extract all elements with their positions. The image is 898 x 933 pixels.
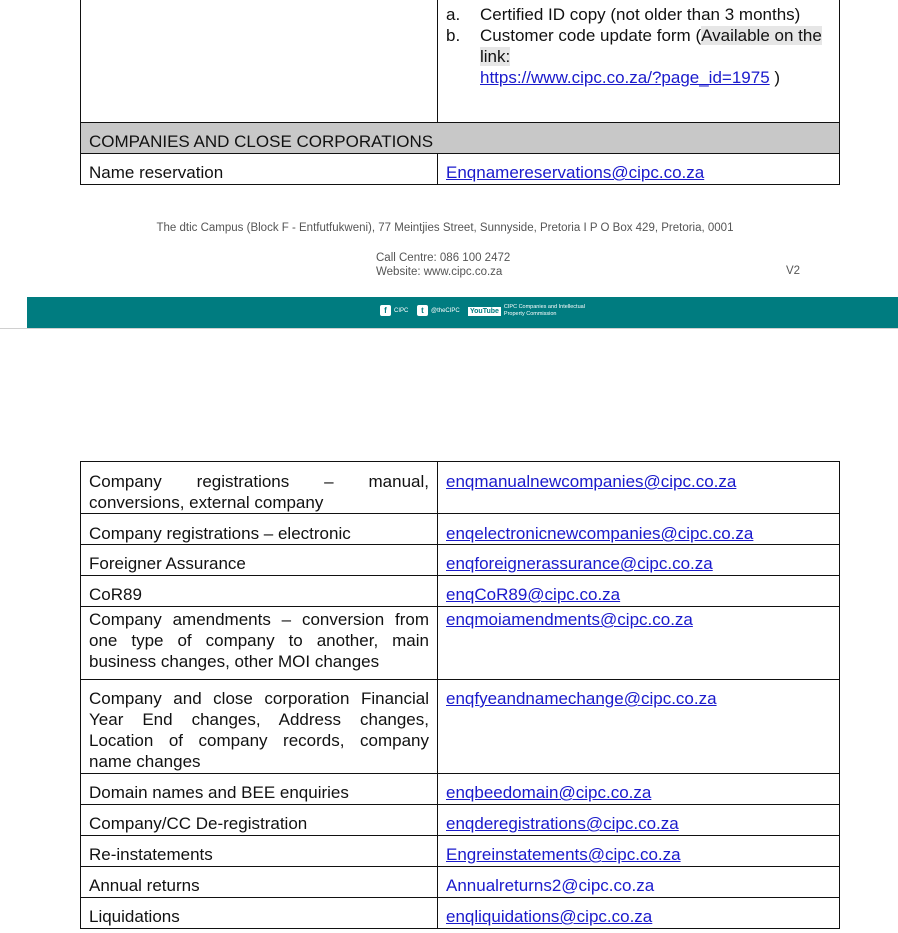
email-link[interactable]: enqliquidations@cipc.co.za [446,907,653,926]
row-email-cell [438,545,840,576]
requirement-text: Certified ID copy (not older than 3 months) [480,5,801,24]
email-link[interactable]: Engreinstatements@cipc.co.za [446,845,681,864]
youtube-link[interactable] [468,304,596,318]
table-row [81,805,840,836]
email-link[interactable]: Enqnamereservations@cipc.co.za [446,163,705,182]
row-label: Liquidations [81,898,438,929]
version-label: V2 [786,265,801,277]
table-row [81,836,840,867]
call-centre: Call Centre: 086 100 2472 [376,252,511,264]
email-link[interactable]: enqmoiamendments@cipc.co.za [446,610,693,629]
top-contact-table [80,0,840,185]
highlighted-text: Available on the link: [480,26,822,66]
customer-code-form-link[interactable]: https://www.cipc.co.za/?page_id=1975 [480,68,770,87]
requirement-text [480,25,831,88]
website: Website: www.cipc.co.za [376,266,503,278]
row-label: Re-instatements [81,836,438,867]
list-marker: b. [446,26,461,45]
email-link[interactable]: enqfyeandnamechange@cipc.co.za [446,689,717,708]
row-email-cell [438,154,840,185]
row-email-cell [438,514,840,545]
row-email-cell [438,898,840,929]
email-link[interactable]: enqCoR89@cipc.co.za [446,585,621,604]
row-label: Name reservation [81,154,438,185]
row-email-cell [438,805,840,836]
twitter-link[interactable] [417,305,460,316]
table-row [81,607,840,680]
email-link[interactable]: enqbeedomain@cipc.co.za [446,783,652,802]
requirement-text-before: Customer code update form ( [480,26,702,45]
contacts-table [80,461,840,929]
requirement-text-after: ) [774,68,781,87]
row-email-cell [438,836,840,867]
list-marker: a. [446,5,461,24]
table-row [81,576,840,607]
row-email-cell [438,576,840,607]
row-label: Annual returns [81,867,438,898]
document-page-bottom [0,336,898,933]
table-row [81,774,840,805]
email-link[interactable]: enqderegistrations@cipc.co.za [446,814,679,833]
row-label: Company and close corporation Financial Year End changes, Address changes, Location of company records, company name changes [81,680,438,774]
requirement-item [446,4,831,25]
document-page-top [0,0,898,328]
row-email-cell [438,607,840,680]
row-label: Foreigner Assurance [81,545,438,576]
row-label: Company amendments – conversion from one type of company to another, main business changes, other MOI changes [81,607,438,680]
table-row [81,898,840,929]
youtube-channel-name: CIPC Companies and Intellectual Property Commission [503,304,585,317]
table-row [81,680,840,774]
row-label: Company registrations – electronic [81,514,438,545]
section-heading: COMPANIES AND CLOSE CORPORATIONS [81,123,840,154]
row-label: Domain names and BEE enquiries [81,774,438,805]
row-email-cell [438,680,840,774]
requirements-list [446,4,831,88]
footer-address: The dtic Campus (Block F - Entfutfukweni), 77 Meintjies Street, Sunnyside, Pretoria I P O Box 429, Pretoria, 0001 [156,222,734,234]
empty-cell [81,0,438,123]
email-link[interactable]: enqforeignerassurance@cipc.co.za [446,554,713,573]
row-email-cell [438,867,840,898]
table-row [81,867,840,898]
facebook-icon: f [380,305,391,316]
table-row [81,514,840,545]
row-label: CoR89 [81,576,438,607]
table-row [81,462,840,514]
facebook-handle: CIPC [394,307,409,314]
requirements-cell [438,0,840,123]
row-label: Company registrations – manual, conversions, external company [81,462,438,514]
twitter-handle: @theCIPC [431,307,460,314]
email-link[interactable]: enqelectronicnewcompanies@cipc.co.za [446,524,754,543]
table-row [81,545,840,576]
footer-social-bar [27,297,898,328]
email-link[interactable]: Annualreturns2@cipc.co.za [446,876,655,895]
row-email-cell [438,774,840,805]
footer-contact-info [376,251,510,279]
twitter-icon: t [417,305,428,316]
row-email-cell [438,462,840,514]
email-link[interactable]: enqmanualnewcompanies@cipc.co.za [446,472,737,491]
requirement-item [446,25,831,88]
facebook-link[interactable] [380,305,408,316]
row-label: Company/CC De-registration [81,805,438,836]
youtube-icon: YouTube [470,307,499,315]
